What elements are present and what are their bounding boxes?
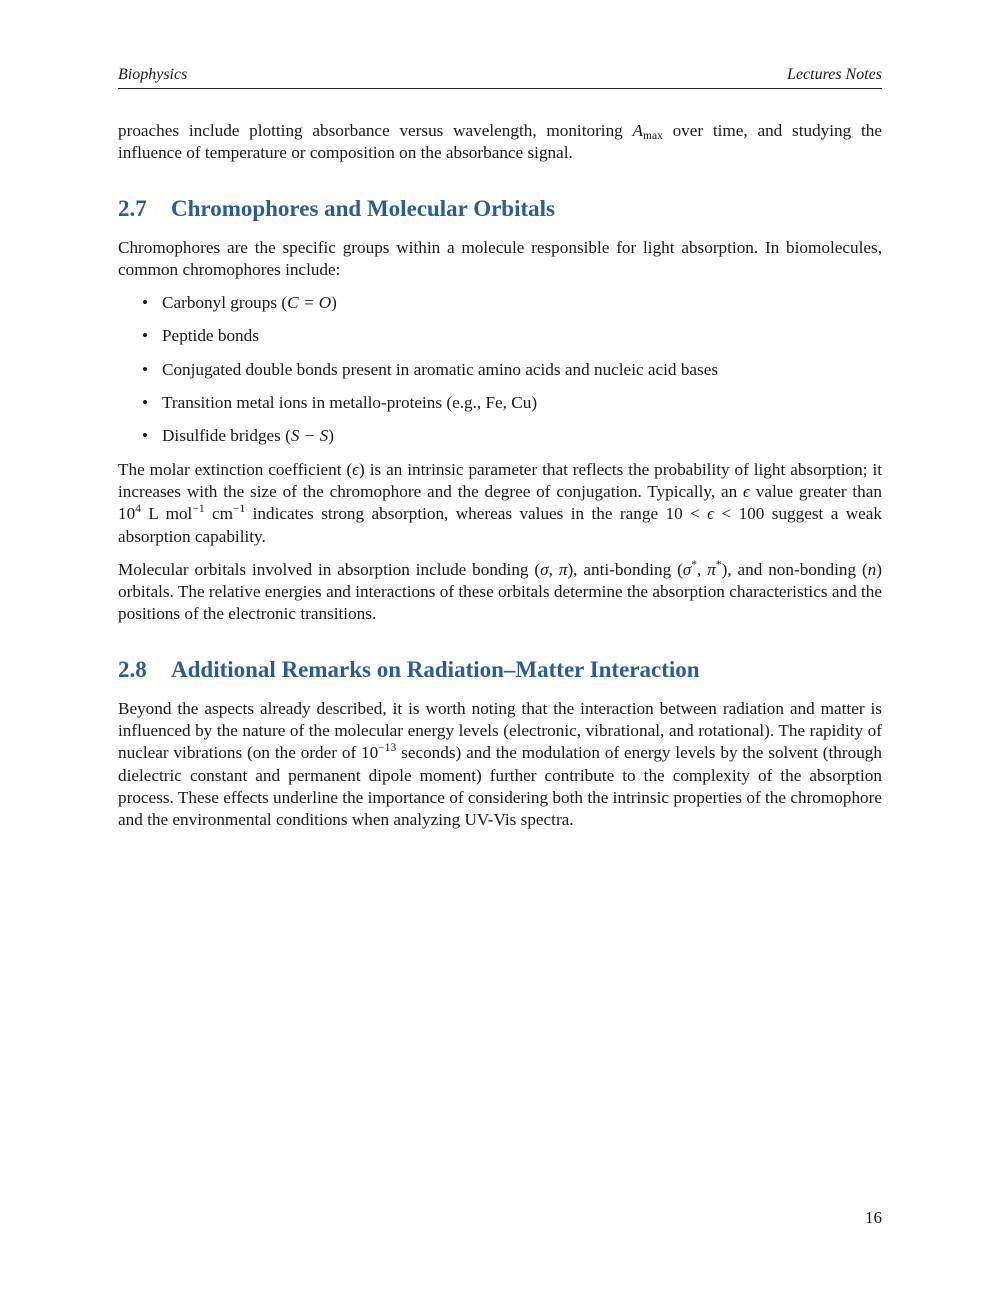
section-number: 2.8 [118, 656, 147, 682]
section-number: 2.7 [118, 195, 147, 221]
list-item: • Conjugated double bonds present in aromatic amino acids and nucleic acid bases [118, 359, 882, 381]
section-title: Chromophores and Molecular Orbitals [171, 195, 555, 221]
page-body [118, 120, 882, 843]
section-title: Additional Remarks on Radiation–Matter Interaction [171, 656, 700, 682]
header-subtitle: Lectures Notes [787, 66, 882, 83]
list-item: • Transition metal ions in metallo-proteins (e.g., Fe, Cu) [118, 392, 882, 414]
chromophores-intro: Chromophores are the specific groups within a molecule responsible for light absorption. In biomolecules, common chromophores include: [118, 237, 882, 279]
section-heading-2-8 [118, 656, 882, 684]
intro-paragraph: proaches include plotting absorbance versus wavelength, monitoring $A_{max}$ over time, and studying the influence of temperature or composition on the absorbance signal. [118, 121, 882, 163]
bullet-icon: • [142, 293, 149, 313]
bullet-icon: • [142, 326, 149, 346]
header-title: Biophysics [118, 66, 188, 83]
bullet-icon: • [142, 393, 149, 413]
extinction-coefficient-paragraph: The molar extinction coefficient (ϵ) is an intrinsic parameter that reflects the probability of light absorption; it increases with the size of the chromophore and the degree of conjugation. Typically, an ϵ value greater than $10^4$ L mol$^{-1}$ $cm^{-1}$ indicates strong absorption, whereas values in the range 10 < ϵ < 100 suggest a weak absorption capability. [118, 459, 883, 546]
molecular-orbitals-paragraph: Molecular orbitals involved in absorption include bonding (σ, π), anti-bonding (σ*, π*), and non-bonding (n) orbitals. The relative energies and interactions of these orbitals determine the absorption characteristics and the positions of the electronic transitions. [118, 558, 882, 624]
chromophore-list [118, 292, 882, 447]
list-item: • Peptide bonds [118, 325, 882, 347]
list-item: • Carbonyl groups (C = O) [118, 292, 882, 314]
radiation-matter-paragraph: Beyond the aspects already described, it is worth noting that the interaction between radiation and matter is influenced by the nature of the molecular energy levels (electronic, vibrational, and rotational). The rapidity of nuclear vibrations (on the order of $10^{-13}$ seconds) and the modulation of energy levels by the solvent (through dielectric constant and permanent dipole moment) further contribute to the complexity of the absorption process. These effects underline the importance of considering both the intrinsic properties of the chromophore and the environmental conditions when analyzing UV-Vis spectra. [118, 698, 882, 830]
bullet-icon: • [142, 359, 149, 379]
list-item: • Disulfide bridges (S − S) [118, 425, 882, 447]
a-max-symbol: $A_{max}$ [632, 121, 663, 142]
page-number: 16 [865, 1208, 882, 1227]
section-heading-2-7 [118, 195, 882, 223]
bullet-icon: • [142, 426, 149, 446]
running-header [118, 64, 882, 89]
